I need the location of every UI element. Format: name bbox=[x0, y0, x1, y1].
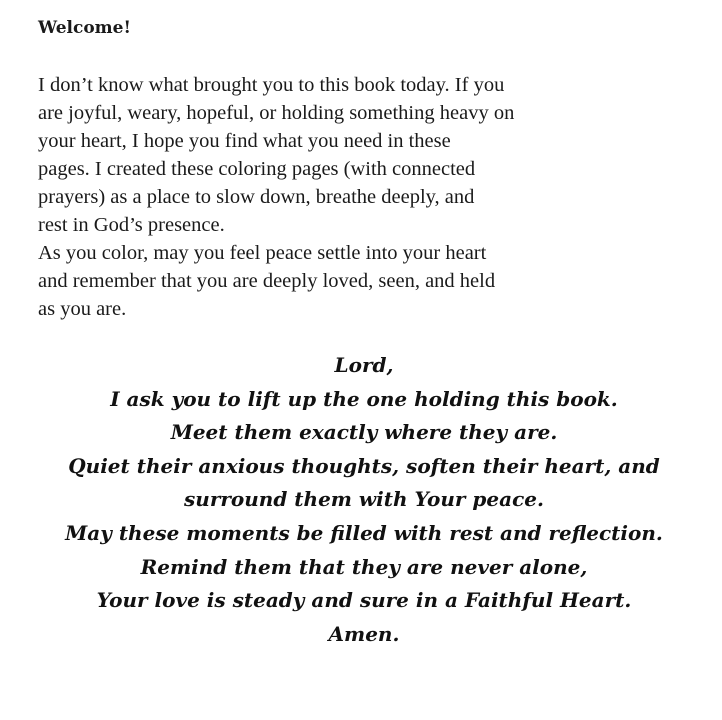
prayer-line: Quiet their anxious thoughts, soften their heart, and bbox=[68, 453, 660, 478]
intro-line: and remember that you are deeply loved, seen, and held bbox=[38, 270, 496, 292]
prayer-line: Amen. bbox=[328, 621, 400, 646]
intro-line: prayers) as a place to slow down, breathe deeply, and bbox=[38, 186, 475, 208]
intro-line: pages. I created these coloring pages (with connected bbox=[38, 158, 476, 180]
prayer-block bbox=[0, 349, 722, 651]
welcome-heading: Welcome! bbox=[38, 18, 131, 38]
intro-line: rest in God’s presence. bbox=[38, 214, 225, 236]
prayer-line: May these moments be filled with rest and reflection. bbox=[65, 520, 663, 545]
intro-line: are joyful, weary, hopeful, or holding something heavy on bbox=[38, 102, 515, 124]
intro-line: As you color, may you feel peace settle into your heart bbox=[38, 242, 487, 264]
prayer-line: Lord, bbox=[334, 353, 394, 377]
intro-line: your heart, I hope you find what you need in these bbox=[38, 130, 451, 152]
prayer-line: Your love is steady and sure in a Faithful Heart. bbox=[96, 588, 632, 613]
prayer-line: Meet them exactly where they are. bbox=[170, 420, 558, 445]
prayer-line: surround them with Your peace. bbox=[184, 487, 544, 512]
intro-paragraph bbox=[38, 71, 678, 323]
prayer-line: Remind them that they are never alone, bbox=[140, 554, 588, 579]
prayer-line: I ask you to lift up the one holding this book. bbox=[110, 386, 618, 411]
intro-line: I don’t know what brought you to this book today. If you bbox=[38, 74, 505, 96]
intro-line: as you are. bbox=[38, 298, 127, 320]
